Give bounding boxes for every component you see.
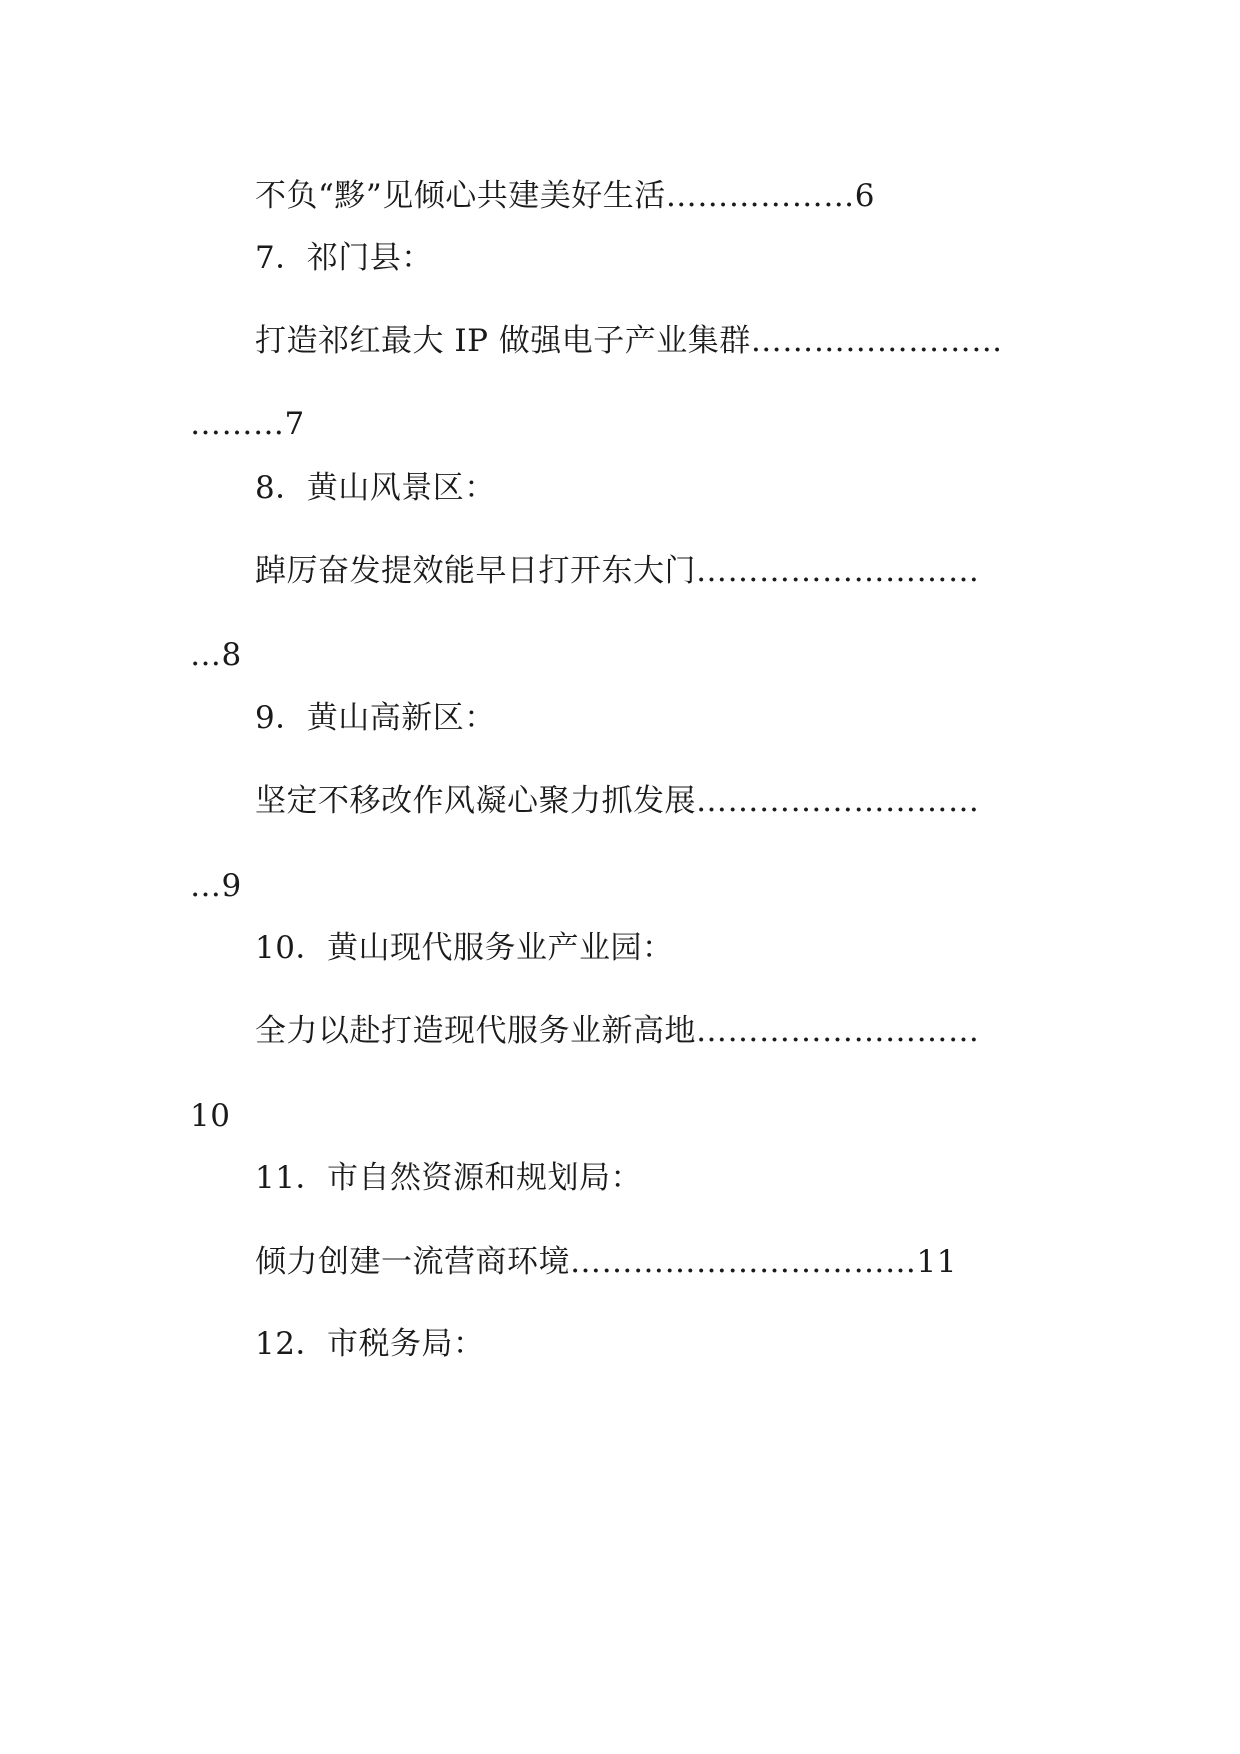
toc-heading-line: 9．黄山高新区： bbox=[255, 700, 496, 736]
toc-entry-line: 全力以赴打造现代服务业新高地……………………… bbox=[255, 1013, 980, 1049]
toc-entry-line: 倾力创建一流营商环境……………………………11 bbox=[255, 1244, 957, 1280]
toc-entry-continuation: …8 bbox=[190, 637, 242, 673]
toc-heading-line: 12．市税务局： bbox=[255, 1326, 485, 1362]
toc-heading-line: 8．黄山风景区： bbox=[255, 470, 496, 506]
toc-heading-line: 10．黄山现代服务业产业园： bbox=[255, 930, 674, 966]
toc-entry-continuation: ………7 bbox=[190, 406, 305, 442]
toc-entry-line: 不负“黟”见倾心共建美好生活………………6 bbox=[255, 178, 875, 214]
toc-heading-line: 11．市自然资源和规划局： bbox=[255, 1160, 642, 1196]
toc-heading-line: 7．祁门县： bbox=[255, 240, 433, 276]
toc-entry-line: 踔厉奋发提效能早日打开东大门……………………… bbox=[255, 553, 980, 589]
toc-entry-line: 坚定不移改作风凝心聚力抓发展……………………… bbox=[255, 783, 980, 819]
toc-entry-line: 打造祁红最大 IP 做强电子产业集群…………………… bbox=[255, 323, 1003, 359]
toc-entry-continuation: …9 bbox=[190, 868, 242, 904]
toc-entry-continuation: 10 bbox=[190, 1098, 231, 1134]
